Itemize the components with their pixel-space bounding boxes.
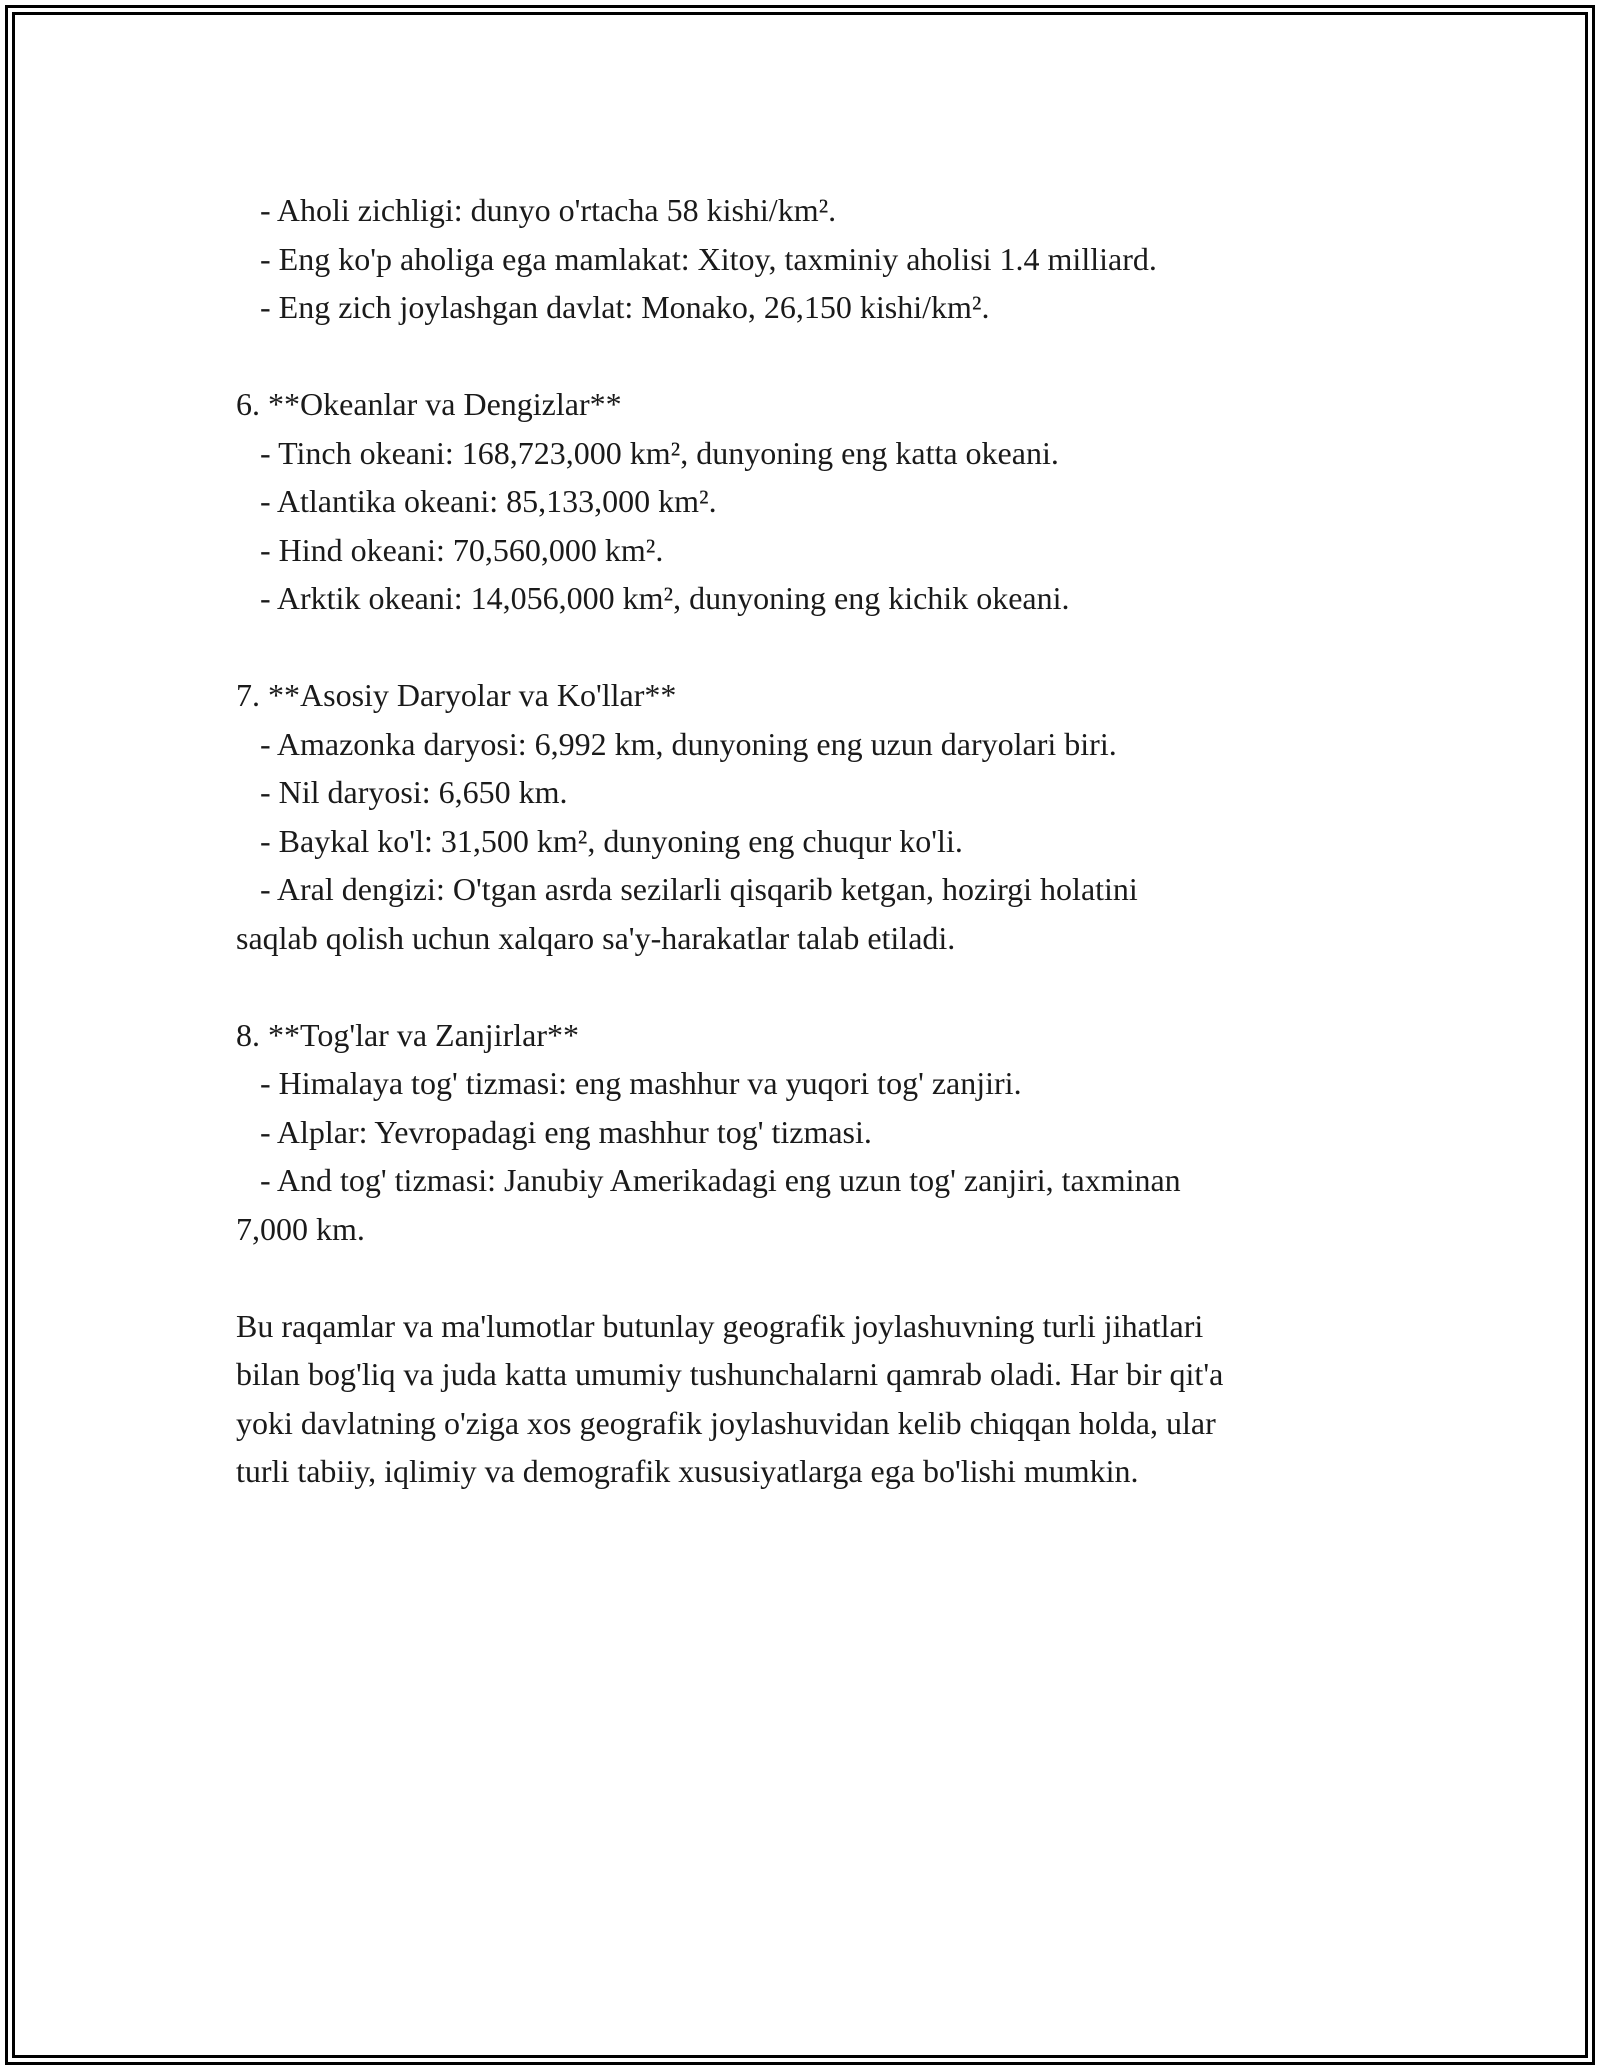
document-body — [236, 186, 1386, 1496]
list-item: - Arktik okeani: 14,056,000 km², dunyoning eng kichik okeani. — [236, 580, 1070, 616]
list-item-continuation: 7,000 km. — [236, 1210, 365, 1247]
section-mountains — [236, 1011, 1386, 1254]
list-item: - Aholi zichligi: dunyo o'rtacha 58 kishi/km². — [236, 192, 837, 228]
section-heading: 7. **Asosiy Daryolar va Ko'llar** — [236, 677, 677, 713]
list-item: - Aral dengizi: O'tgan asrda sezilarli qisqarib ketgan, hozirgi holatini — [236, 871, 1138, 907]
section-heading: 6. **Okeanlar va Dengizlar** — [236, 386, 622, 422]
list-item: - Nil daryosi: 6,650 km. — [236, 774, 568, 810]
paragraph-gap — [236, 332, 1386, 381]
list-item: - Eng zich joylashgan davlat: Monako, 26,150 kishi/km². — [236, 289, 990, 325]
list-item: - And tog' tizmasi: Janubiy Amerikadagi eng uzun tog' zanjiri, taxminan — [236, 1162, 1181, 1198]
list-item: - Alplar: Yevropadagi eng mashhur tog' tizmasi. — [236, 1113, 872, 1150]
paragraph-line: Bu raqamlar va ma'lumotlar butunlay geografik joylashuvning turli jihatlari — [236, 1307, 1204, 1344]
paragraph-gap — [236, 962, 1386, 1011]
paragraph-gap — [236, 1253, 1386, 1302]
paragraph-line: yoki davlatning o'ziga xos geografik joylashuvidan kelib chiqqan holda, ular — [236, 1404, 1216, 1441]
list-item: - Hind okeani: 70,560,000 km². — [236, 531, 664, 568]
paragraph-line: turli tabiiy, iqlimiy va demografik xususiyatlarga ega bo'lishi mumkin. — [236, 1453, 1139, 1489]
list-item-continuation: saqlab qolish uchun xalqaro sa'y-harakatlar talab etiladi. — [236, 919, 956, 956]
list-item: - Amazonka daryosi: 6,992 km, dunyoning eng uzun daryolari biri. — [236, 725, 1117, 762]
section-rivers-lakes — [236, 671, 1386, 962]
list-item: - Eng ko'p aholiga ega mamlakat: Xitoy, taxminiy aholisi 1.4 milliard. — [236, 240, 1157, 277]
population-list — [236, 186, 1386, 332]
paragraph-line: bilan bog'liq va juda katta umumiy tushunchalarni qamrab oladi. Har bir qit'a — [236, 1356, 1224, 1392]
list-item: - Atlantika okeani: 85,133,000 km². — [236, 483, 717, 519]
list-item: - Himalaya tog' tizmasi: eng mashhur va yuqori tog' zanjiri. — [236, 1065, 1022, 1101]
list-item: - Baykal ko'l: 31,500 km², dunyoning eng chuqur ko'li. — [236, 822, 963, 859]
section-oceans — [236, 380, 1386, 623]
section-heading: 8. **Tog'lar va Zanjirlar** — [236, 1016, 579, 1053]
paragraph-gap — [236, 623, 1386, 672]
conclusion-paragraph — [236, 1302, 1386, 1496]
list-item: - Tinch okeani: 168,723,000 km², dunyoning eng katta okeani. — [236, 434, 1059, 471]
